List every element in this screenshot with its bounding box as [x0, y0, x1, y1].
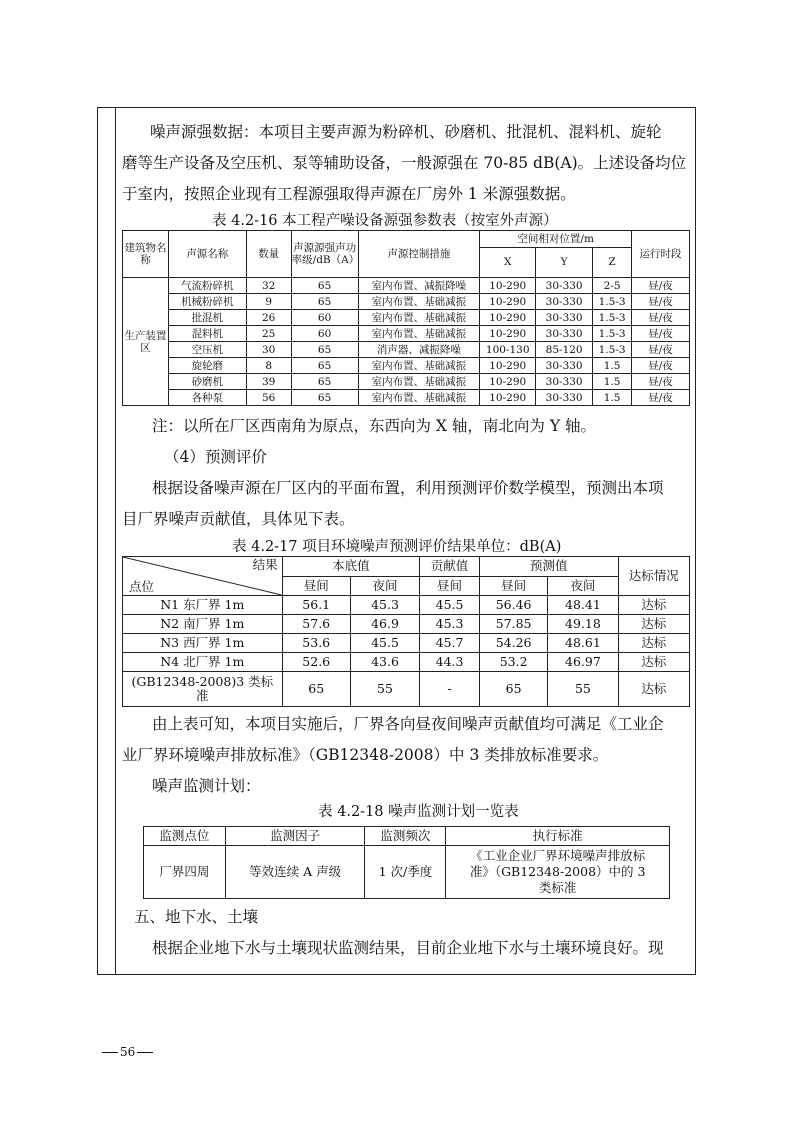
cell-x: 10-290: [480, 358, 536, 374]
cell-name: 混料机: [168, 326, 246, 342]
cell-y: 30-330: [536, 294, 593, 310]
cell-bg-night: 46.9: [350, 615, 419, 634]
cell-control: 消声器、减振降噪: [358, 342, 480, 358]
cell-freq: 1 次/季度: [365, 846, 446, 899]
table-row: [123, 294, 690, 310]
th-contribution: 贡献值: [420, 557, 480, 577]
th-z: Z: [593, 247, 632, 277]
cell-count: 30: [246, 342, 291, 358]
th-pred-night: 夜间: [548, 576, 618, 596]
cell-point: N1 东厂界 1m: [123, 596, 283, 615]
page-dash-right: [137, 1052, 153, 1053]
cell-bg-day: 52.6: [282, 653, 350, 672]
cell-power: 65: [291, 294, 358, 310]
cell-count: 39: [246, 374, 291, 390]
cell-x: 10-290: [480, 278, 536, 294]
left-margin-rule: [115, 108, 116, 974]
cell-name: 旋轮磨: [168, 358, 246, 374]
cell-contrib-day: 44.3: [420, 653, 480, 672]
cell-z: 1.5-3: [593, 310, 632, 326]
cell-meet: 达标: [618, 672, 689, 707]
table-row: [144, 846, 670, 899]
cell-name: 砂磨机: [168, 374, 246, 390]
th-building: 建筑物名称: [123, 231, 169, 278]
table-row: [123, 596, 690, 615]
cell-contrib-day: 45.3: [420, 615, 480, 634]
table-row: [123, 615, 690, 634]
cell-count: 9: [246, 294, 291, 310]
cell-power: 60: [291, 326, 358, 342]
cell-pred-night: 55: [548, 672, 618, 707]
cell-control: 室内布置、基础减振: [358, 326, 480, 342]
cell-x: 10-290: [480, 326, 536, 342]
cell-pred-day: 53.2: [479, 653, 547, 672]
th-freq: 监测频次: [365, 827, 446, 846]
th-power: 声源源强声功率级/dB（A）: [291, 231, 358, 278]
page-number-text: 56: [120, 1045, 136, 1059]
table-row: [123, 634, 690, 653]
cell-control: 室内布置、基础减振: [358, 390, 480, 406]
section-prediction-heading: （4）预测评价: [164, 448, 267, 466]
cell-meet: 达标: [618, 596, 689, 615]
cell-x: 10-290: [480, 390, 536, 406]
table-row: [123, 374, 690, 390]
cell-count: 32: [246, 278, 291, 294]
paragraph-conclusion-1: 由上表可知，本项目实施后，厂界各向昼夜间噪声贡献值均可满足《工业企: [152, 715, 664, 733]
cell-z: 1.5-3: [593, 342, 632, 358]
cell-meet: 达标: [618, 615, 689, 634]
cell-control: 室内布置、基础减振: [358, 310, 480, 326]
th-count: 数量: [246, 231, 291, 278]
table-row: [123, 672, 690, 707]
th-period: 运行时段: [632, 231, 690, 278]
th-bg-night: 夜间: [350, 576, 419, 596]
cell-name: 空压机: [168, 342, 246, 358]
cell-z: 1.5: [593, 390, 632, 406]
cell-bg-day: 56.1: [282, 596, 350, 615]
noise-prediction-table: [122, 556, 690, 707]
cell-pred-day: 65: [479, 672, 547, 707]
cell-power: 60: [291, 310, 358, 326]
table-row: [123, 390, 690, 406]
cell-name: 批混机: [168, 310, 246, 326]
cell-contrib-day: 45.7: [420, 634, 480, 653]
cell-y: 30-330: [536, 326, 593, 342]
cell-z: 1.5-3: [593, 294, 632, 310]
cell-pred-night: 48.61: [548, 634, 618, 653]
cell-count: 8: [246, 358, 291, 374]
cell-bg-day: 57.6: [282, 615, 350, 634]
cell-count: 26: [246, 310, 291, 326]
cell-x: 100-130: [480, 342, 536, 358]
cell-z: 2-5: [593, 278, 632, 294]
table16-caption: 表 4.2-16 本工程产噪设备源强参数表（按室外声源）: [212, 213, 558, 229]
cell-pred-day: 54.26: [479, 634, 547, 653]
cell-power: 65: [291, 278, 358, 294]
table-row: [123, 278, 690, 294]
cell-x: 10-290: [480, 374, 536, 390]
th-factor: 监测因子: [225, 827, 365, 846]
th-contrib-day: 昼间: [420, 576, 480, 596]
cell-point: N4 北厂界 1m: [123, 653, 283, 672]
cell-period: 昼/夜: [632, 278, 690, 294]
cell-period: 昼/夜: [632, 326, 690, 342]
cell-control: 室内布置、减振降噪: [358, 278, 480, 294]
paragraph-conclusion-2: 业厂界环境噪声排放标准》（GB12348-2008）中 3 类排放标准要求。: [122, 746, 609, 764]
cell-bg-night: 55: [350, 672, 419, 707]
area-cell: 生产装置区: [123, 278, 169, 406]
cell-x: 10-290: [480, 294, 536, 310]
cell-bg-day: 53.6: [282, 634, 350, 653]
th-pred-day: 昼间: [479, 576, 547, 596]
table-row: [123, 653, 690, 672]
cell-name: 机械粉碎机: [168, 294, 246, 310]
cell-pred-night: 48.41: [548, 596, 618, 615]
th-diagonal-cell: [123, 557, 283, 596]
cell-y: 30-330: [536, 278, 593, 294]
equipment-noise-table: [122, 230, 690, 406]
table16-note: 注：以所在厂区西南角为原点，东西向为 X 轴，南北向为 Y 轴。: [152, 417, 596, 435]
cell-z: 1.5: [593, 358, 632, 374]
table17-caption: 表 4.2-17 项目环境噪声预测评价结果单位：dB(A): [232, 539, 562, 555]
cell-pred-night: 46.97: [548, 653, 618, 672]
paragraph-noise-source-1: 噪声源强数据：本项目主要声源为粉碎机、砂磨机、批混机、混料机、旋轮: [150, 123, 662, 141]
th-site: 监测点位: [144, 827, 226, 846]
table-row: [123, 358, 690, 374]
cell-std: 《工业企业厂界环境噪声排放标准》（GB12348-2008）中的 3 类标准: [446, 846, 670, 899]
cell-period: 昼/夜: [632, 294, 690, 310]
cell-point: (GB12348-2008)3 类标准: [123, 672, 283, 707]
paragraph-prediction-1: 根据设备噪声源在厂区内的平面布置，利用预测评价数学模型，预测出本项: [152, 479, 664, 497]
cell-period: 昼/夜: [632, 374, 690, 390]
cell-pred-day: 56.46: [479, 596, 547, 615]
page-dash-left: [102, 1052, 118, 1053]
cell-y: 30-330: [536, 374, 593, 390]
th-position: 空间相对位置/m: [480, 231, 632, 248]
th-point: 点位: [129, 579, 155, 594]
paragraph-prediction-2: 目厂界噪声贡献值，具体见下表。: [122, 510, 355, 528]
cell-bg-night: 45.5: [350, 634, 419, 653]
th-predicted: 预测值: [479, 557, 618, 577]
cell-period: 昼/夜: [632, 342, 690, 358]
cell-x: 10-290: [480, 310, 536, 326]
cell-bg-night: 43.6: [350, 653, 419, 672]
cell-y: 85-120: [536, 342, 593, 358]
monitoring-plan-heading: 噪声监测计划：: [152, 777, 261, 795]
cell-power: 65: [291, 374, 358, 390]
cell-count: 25: [246, 326, 291, 342]
cell-contrib-day: -: [420, 672, 480, 707]
th-source: 声源名称: [168, 231, 246, 278]
paragraph-noise-source-2: 磨等生产设备及空压机、泵等辅助设备，一般源强在 70-85 dB(A)。上述设备均位: [122, 154, 687, 172]
cell-period: 昼/夜: [632, 390, 690, 406]
cell-meet: 达标: [618, 634, 689, 653]
cell-control: 室内布置、基础减振: [358, 358, 480, 374]
cell-name: 各种泵: [168, 390, 246, 406]
cell-period: 昼/夜: [632, 358, 690, 374]
cell-y: 30-330: [536, 358, 593, 374]
paragraph-noise-source-3: 于室内，按照企业现有工程源强取得声源在厂房外 1 米源强数据。: [122, 185, 576, 203]
cell-period: 昼/夜: [632, 310, 690, 326]
cell-point: N2 南厂界 1m: [123, 615, 283, 634]
table-row: [123, 326, 690, 342]
paragraph-groundwater: 根据企业地下水与土壤现状监测结果，目前企业地下水与土壤环境良好。现: [152, 939, 664, 957]
cell-y: 30-330: [536, 310, 593, 326]
cell-power: 65: [291, 390, 358, 406]
th-x: X: [480, 247, 536, 277]
cell-z: 1.5: [593, 374, 632, 390]
table18-caption: 表 4.2-18 噪声监测计划一览表: [318, 804, 519, 820]
cell-pred-night: 49.18: [548, 615, 618, 634]
cell-factor: 等效连续 A 声级: [225, 846, 365, 899]
cell-name: 气流粉碎机: [168, 278, 246, 294]
page-number: [100, 1045, 155, 1059]
cell-power: 65: [291, 358, 358, 374]
cell-bg-day: 65: [282, 672, 350, 707]
table-row: [123, 342, 690, 358]
cell-control: 室内布置、基础减振: [358, 374, 480, 390]
table-row: [123, 310, 690, 326]
section-groundwater-heading: 五、地下水、土壤: [134, 908, 259, 926]
cell-count: 56: [246, 390, 291, 406]
monitoring-plan-table: [143, 826, 670, 899]
th-control: 声源控制措施: [358, 231, 480, 278]
cell-point: N3 西厂界 1m: [123, 634, 283, 653]
th-meet: 达标情况: [618, 557, 689, 596]
th-y: Y: [536, 247, 593, 277]
th-std: 执行标准: [446, 827, 670, 846]
cell-meet: 达标: [618, 653, 689, 672]
cell-bg-night: 45.3: [350, 596, 419, 615]
cell-power: 65: [291, 342, 358, 358]
th-background: 本底值: [282, 557, 420, 577]
cell-pred-day: 57.85: [479, 615, 547, 634]
cell-z: 1.5-3: [593, 326, 632, 342]
cell-site: 厂界四周: [144, 846, 226, 899]
th-result: 结果: [252, 557, 278, 572]
th-bg-day: 昼间: [282, 576, 350, 596]
cell-control: 室内布置、基础减振: [358, 294, 480, 310]
cell-y: 30-330: [536, 390, 593, 406]
cell-contrib-day: 45.5: [420, 596, 480, 615]
